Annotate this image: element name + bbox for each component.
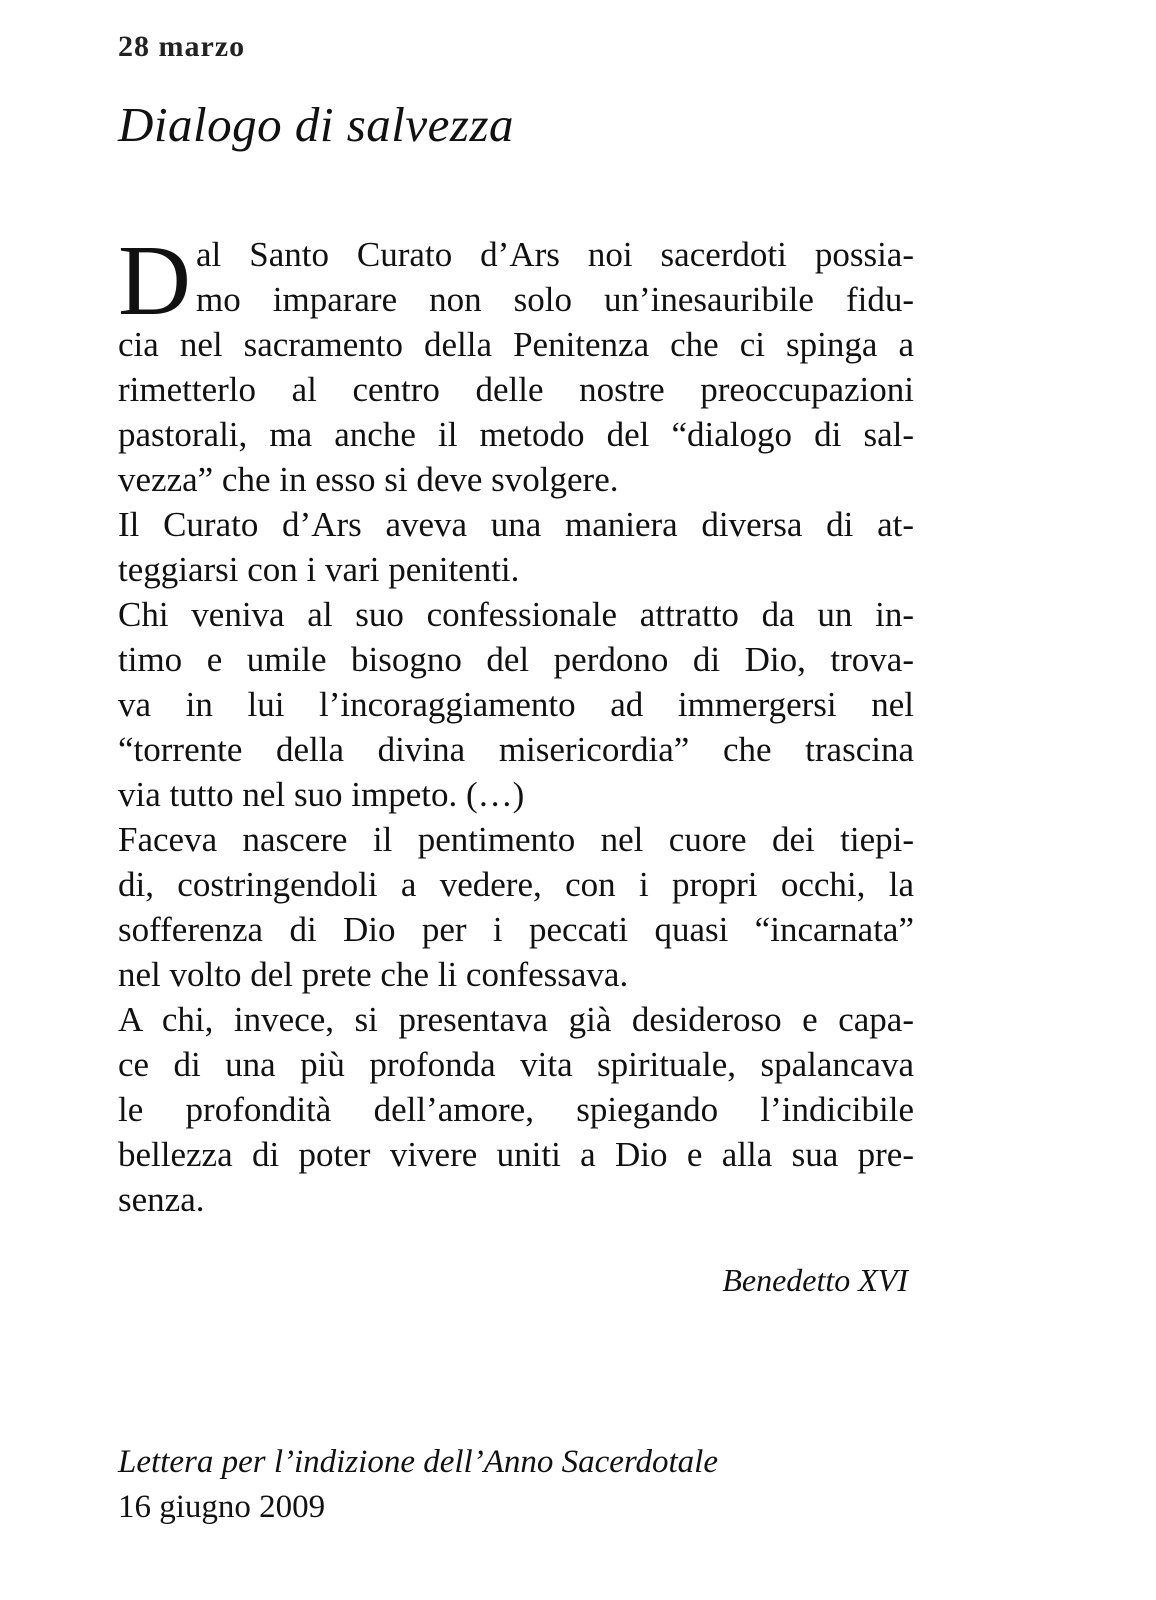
body-line: bellezza di poter vivere uniti a Dio e alla sua pre- <box>118 1135 914 1174</box>
body-line: timo e umile bisogno del perdono di Dio, trova- <box>118 640 914 679</box>
body-line: mo imparare non solo un’inesauribile fidu- <box>196 280 914 319</box>
body-line: ce di una più profonda vita spirituale, spalancava <box>118 1045 914 1084</box>
body-line: nel volto del prete che li confessava. <box>118 955 629 994</box>
source-citation <box>118 1440 718 1530</box>
body-line: vezza” che in esso si deve svolgere. <box>118 460 619 499</box>
body-line: Faceva nascere il pentimento nel cuore dei tiepi- <box>118 820 914 859</box>
body-text <box>118 224 914 1222</box>
page-date-header: 28 marzo <box>118 30 246 63</box>
body-line: sofferenza di Dio per i peccati quasi “incarnata” <box>118 910 914 949</box>
body-line: Chi veniva al suo confessionale attratto da un in- <box>118 595 914 634</box>
body-line: teggiarsi con i vari penitenti. <box>118 550 520 589</box>
body-line: Il Curato d’Ars aveva una maniera diversa di at- <box>118 505 914 544</box>
body-line: via tutto nel suo impeto. (…) <box>118 775 525 814</box>
page-title: Dialogo di salvezza <box>118 97 515 152</box>
body-line-text: al Santo Curato d’Ars noi sacerdoti possia- <box>196 235 914 274</box>
body-line: va in lui l’incoraggiamento ad immergersi nel <box>118 685 914 724</box>
body-line: “torrente della divina misericordia” che trascina <box>118 730 914 769</box>
body-line: A chi, invece, si presentava già desideroso e capa- <box>118 1000 914 1039</box>
body-line: rimetterlo al centro delle nostre preoccupazioni <box>118 370 914 409</box>
body-line: cia nel sacramento della Penitenza che ci spinga a <box>118 325 914 364</box>
body-line: senza. <box>118 1180 205 1219</box>
body-line: pastorali, ma anche il metodo del “dialogo di sal- <box>118 415 914 454</box>
drop-cap: D <box>118 224 191 336</box>
source-title: Lettera per l’indizione dell’Anno Sacerdotale <box>118 1444 718 1480</box>
body-line: le profondità dell’amore, spiegando l’indicibile <box>118 1090 914 1129</box>
author-signature: Benedetto XVI <box>722 1262 908 1298</box>
source-date: 16 giugno 2009 <box>118 1489 326 1525</box>
body-line: di, costringendoli a vedere, con i propri occhi, la <box>118 865 914 904</box>
